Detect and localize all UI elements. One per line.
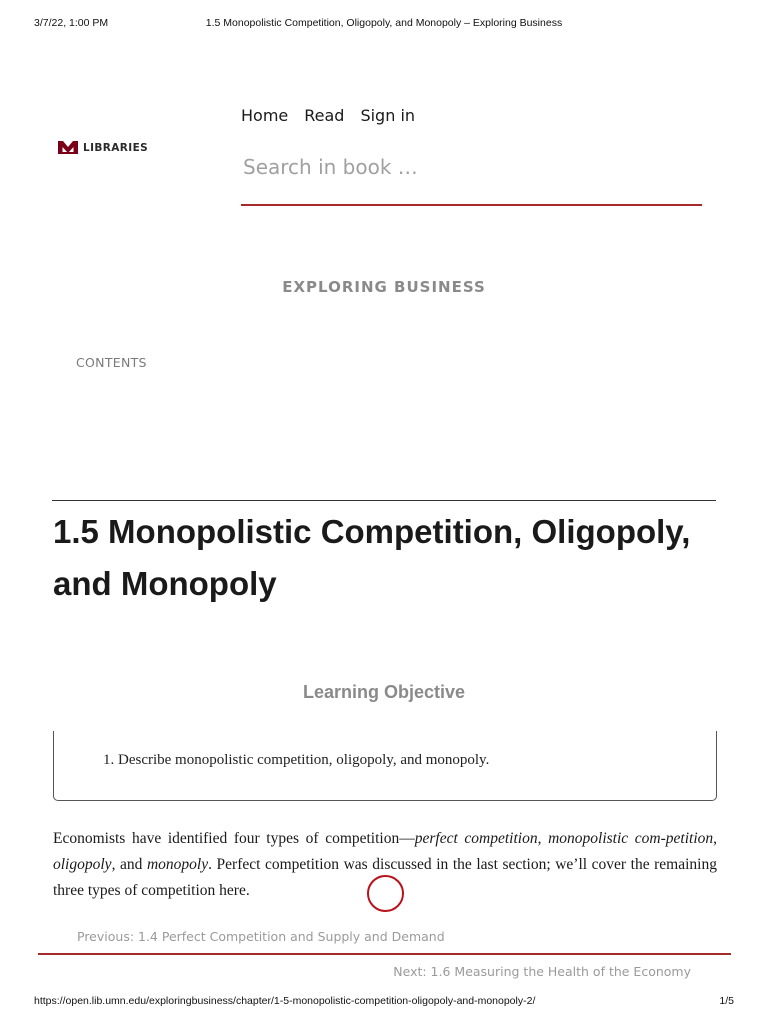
footer-divider bbox=[38, 953, 731, 955]
chapter-title: 1.5 Monopolistic Competition, Oligopoly, and Monopoly bbox=[53, 513, 691, 602]
text-run: , bbox=[537, 830, 549, 847]
text-run: . Perfect competition was discussed in the last section; we’ll cover the remaining three types of competition here. bbox=[53, 856, 717, 899]
text-run: , bbox=[713, 830, 717, 847]
learning-objective-item: 1. Describe monopolistic competition, oligopoly, and monopoly. bbox=[103, 752, 490, 768]
print-doc-title: 1.5 Monopolistic Competition, Oligopoly, and Monopoly – Exploring Business bbox=[205, 17, 563, 29]
book-title[interactable]: EXPLORING BUSINESS bbox=[282, 278, 486, 296]
previous-chapter-link[interactable]: Previous: 1.4 Perfect Competition and Supply and Demand bbox=[77, 929, 445, 944]
contents-link[interactable]: CONTENTS bbox=[76, 355, 147, 370]
logo-label: LIBRARIES bbox=[83, 141, 149, 154]
term-monopolistic-competition: monopolistic com-petition bbox=[548, 830, 714, 847]
nav-read-link[interactable]: Read bbox=[304, 106, 345, 125]
search-box bbox=[241, 148, 702, 206]
term-monopoly: monopoly bbox=[146, 856, 209, 873]
search-input[interactable] bbox=[241, 148, 702, 186]
print-datetime: 3/7/22, 1:00 PM bbox=[34, 17, 109, 29]
term-oligopoly: oligopoly bbox=[53, 856, 112, 873]
print-url: https://open.lib.umn.edu/exploringbusiness/chapter/1-5-monopolistic-competition-oligopoly-and-monopoly-2/ bbox=[34, 995, 536, 1007]
libraries-logo[interactable] bbox=[58, 141, 148, 154]
text-run: Economists have identified four types of competition— bbox=[53, 830, 415, 847]
learning-objective-heading: Learning Objective bbox=[302, 682, 466, 702]
nav-home-link[interactable]: Home bbox=[241, 106, 289, 125]
print-page-number: 1/5 bbox=[719, 995, 734, 1007]
learning-objective-box bbox=[53, 731, 717, 801]
minnesota-m-icon bbox=[58, 141, 78, 154]
print-header bbox=[0, 17, 768, 31]
learning-objective-list bbox=[103, 752, 489, 769]
term-perfect-competition: perfect competition bbox=[414, 830, 538, 847]
cursor-circle-icon bbox=[367, 875, 404, 912]
nav-sign-in-link[interactable]: Sign in bbox=[360, 106, 416, 125]
text-run: , and bbox=[111, 856, 147, 873]
next-chapter-link[interactable]: Next: 1.6 Measuring the Health of the Economy bbox=[393, 964, 691, 979]
divider bbox=[52, 500, 716, 501]
top-nav bbox=[241, 106, 431, 125]
